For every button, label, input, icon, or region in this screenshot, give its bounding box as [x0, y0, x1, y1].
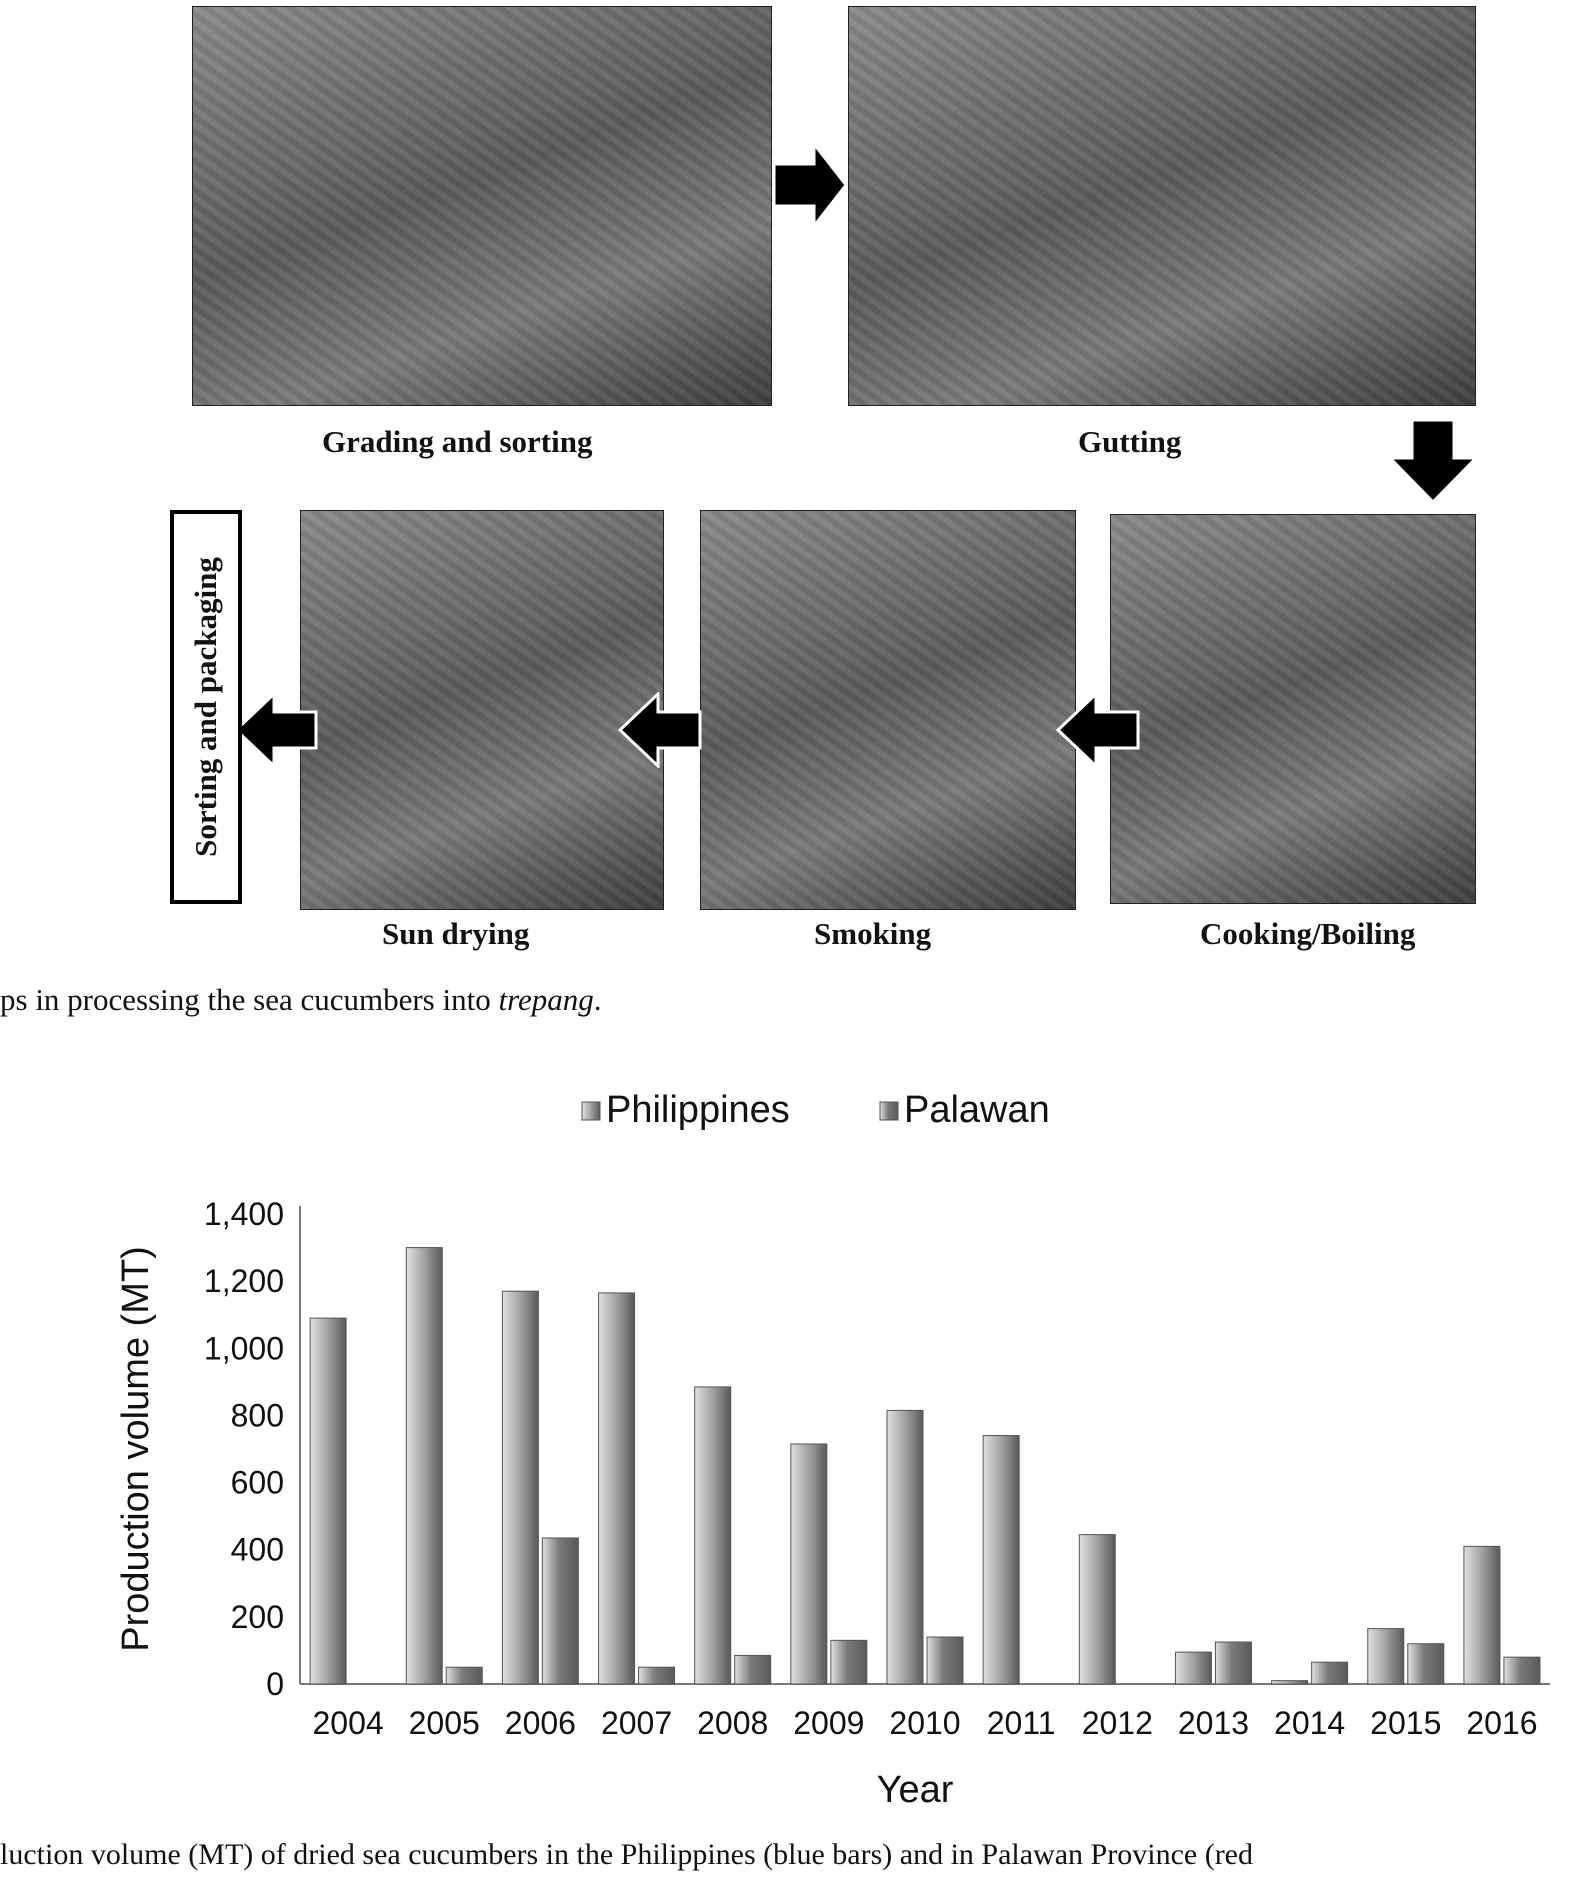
arrow-left-icon [618, 692, 702, 768]
arrow-left-icon [234, 692, 318, 768]
x-tick-label: 2008 [697, 1705, 769, 1741]
sorting-packaging-box [170, 510, 242, 904]
y-tick-label: 1,000 [203, 1330, 284, 1367]
legend-swatch-philippines [582, 1102, 600, 1120]
y-tick-label: 800 [230, 1397, 284, 1434]
bar-philippines-2010 [887, 1410, 923, 1684]
x-tick-label: 2004 [312, 1705, 384, 1741]
figure1-caption: ps in processing the sea cucumbers into trepang. [0, 982, 602, 1017]
bar-palawan-2016 [1504, 1657, 1540, 1684]
x-tick-label: 2011 [986, 1705, 1056, 1741]
bar-philippines-2006 [502, 1291, 538, 1684]
production-volume-chart [0, 1080, 1589, 1820]
caption-sun-drying: Sun drying [382, 916, 530, 951]
y-tick-label: 600 [230, 1464, 284, 1501]
x-tick-label: 2007 [600, 1705, 673, 1741]
bar-palawan-2007 [639, 1667, 675, 1684]
bar-palawan-2008 [735, 1655, 771, 1684]
y-tick-label: 0 [266, 1666, 284, 1702]
figure2-caption: luction volume (MT) of dried sea cucumbers in the Philippines (blue bars) and in Palawan Province (red [0, 1838, 1253, 1871]
x-axis-label: Year [876, 1769, 954, 1811]
x-tick-label: 2016 [1466, 1705, 1538, 1741]
x-tick-label: 2012 [1081, 1705, 1153, 1741]
bar-philippines-2013 [1175, 1652, 1211, 1684]
y-tick-label: 1,400 [203, 1196, 284, 1232]
bar-philippines-2012 [1079, 1535, 1115, 1684]
bar-palawan-2009 [831, 1640, 867, 1684]
arrow-right-icon [770, 140, 850, 230]
x-tick-label: 2013 [1177, 1705, 1250, 1741]
legend-label-palawan: Palawan [904, 1089, 1050, 1131]
x-tick-label: 2010 [889, 1705, 961, 1741]
x-tick-label: 2014 [1274, 1705, 1346, 1741]
bar-palawan-2015 [1408, 1644, 1444, 1684]
photo-grading-sorting [192, 6, 772, 406]
x-tick-label: 2009 [793, 1705, 865, 1741]
bar-palawan-2006 [542, 1538, 578, 1684]
arrow-left-icon [1056, 692, 1140, 768]
caption-cooking-boiling: Cooking/Boiling [1200, 916, 1416, 951]
bar-philippines-2015 [1368, 1629, 1404, 1684]
x-tick-label: 2006 [504, 1705, 576, 1741]
caption-gutting: Gutting [1078, 424, 1182, 459]
photo-cooking-boiling [1110, 514, 1476, 904]
caption-smoking: Smoking [814, 916, 932, 951]
bar-palawan-2014 [1312, 1662, 1348, 1684]
y-axis-label: Production volume (MT) [115, 1246, 157, 1652]
photo-gutting [848, 6, 1476, 406]
legend-swatch-palawan [880, 1102, 898, 1120]
x-tick-label: 2015 [1370, 1705, 1442, 1741]
arrow-down-icon [1388, 418, 1478, 504]
bar-philippines-2011 [983, 1436, 1019, 1684]
bar-philippines-2009 [791, 1444, 827, 1684]
bar-palawan-2010 [927, 1637, 963, 1684]
bar-philippines-2007 [599, 1293, 635, 1684]
y-tick-label: 1,200 [203, 1263, 284, 1300]
legend-label-philippines: Philippines [606, 1089, 790, 1131]
photo-sun-drying [300, 510, 664, 910]
bar-palawan-2005 [446, 1667, 482, 1684]
bar-philippines-2008 [695, 1387, 731, 1684]
sorting-packaging-label: Sorting and packaging [188, 557, 223, 857]
bar-philippines-2005 [406, 1248, 442, 1684]
x-tick-label: 2005 [408, 1705, 480, 1741]
caption-grading-sorting: Grading and sorting [322, 424, 593, 459]
bar-philippines-2014 [1272, 1681, 1308, 1684]
bar-philippines-2016 [1464, 1546, 1500, 1684]
bar-philippines-2004 [310, 1318, 346, 1684]
bar-palawan-2013 [1215, 1642, 1251, 1684]
y-tick-label: 200 [230, 1598, 284, 1635]
y-tick-label: 400 [230, 1531, 284, 1568]
photo-smoking [700, 510, 1076, 910]
